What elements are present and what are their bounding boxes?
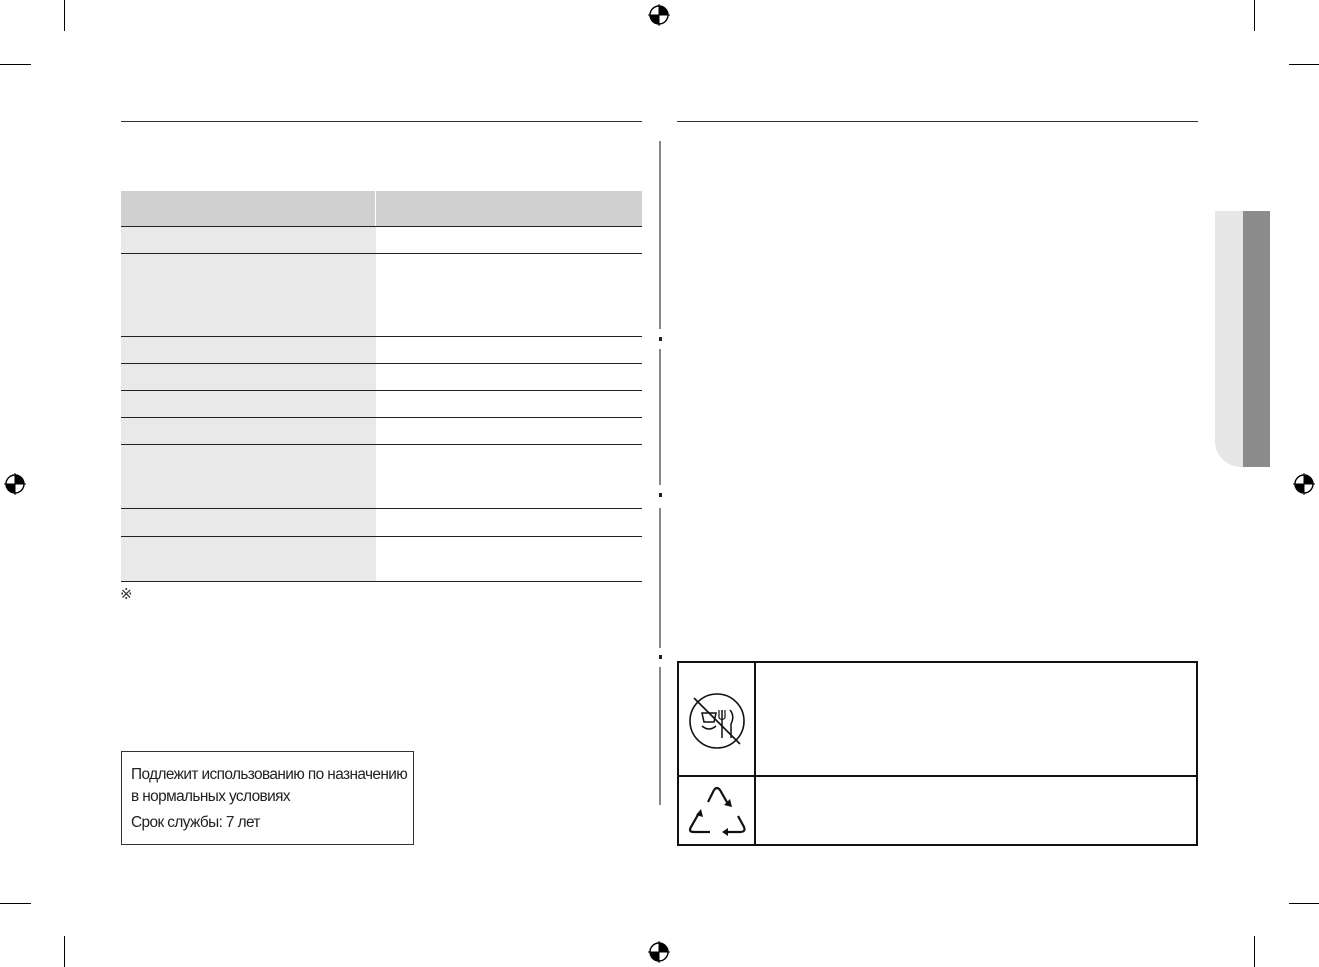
- spec-key-cell: [121, 364, 376, 390]
- symbol-cell: [679, 663, 756, 775]
- symbol-cell: [679, 777, 756, 844]
- spec-value-cell: [376, 418, 642, 444]
- divider-dot: [659, 655, 662, 659]
- table-row: [121, 445, 642, 509]
- table-row: [679, 663, 1196, 777]
- crop-mark: [1254, 0, 1255, 31]
- spec-value-cell: [376, 364, 642, 390]
- service-life-line-1: Подлежит использованию по назначению: [131, 766, 408, 783]
- recycle-icon: [684, 782, 750, 840]
- spec-value-cell: [376, 509, 642, 536]
- spec-key-cell: [121, 391, 376, 417]
- spec-value-cell: [376, 227, 642, 253]
- spec-value-cell: [376, 391, 642, 417]
- spec-key-cell: [121, 254, 376, 336]
- spec-table: [121, 191, 642, 582]
- registration-mark-icon: [4, 473, 26, 495]
- symbol-description-cell: [756, 777, 1196, 844]
- spec-value-cell: [376, 537, 642, 581]
- center-divider: [659, 141, 661, 329]
- crop-mark: [0, 903, 31, 904]
- spec-header-value-cell: [376, 191, 642, 226]
- center-divider: [659, 508, 661, 648]
- spec-key-cell: [121, 337, 376, 363]
- crop-mark: [64, 0, 65, 31]
- table-row: [121, 227, 642, 254]
- spec-value-cell: [376, 337, 642, 363]
- crop-mark: [0, 64, 31, 65]
- spec-key-cell: [121, 227, 376, 253]
- spec-table-header: [121, 191, 642, 227]
- registration-mark-icon: [648, 4, 670, 26]
- crop-mark: [1289, 64, 1319, 65]
- center-divider: [659, 349, 661, 485]
- table-row: [121, 364, 642, 391]
- service-life-line-3: Срок службы: 7 лет: [131, 814, 260, 831]
- header-rule-right: [677, 121, 1198, 122]
- divider-dot: [659, 337, 662, 341]
- spec-key-cell: [121, 418, 376, 444]
- header-rule-left: [121, 121, 642, 122]
- crop-mark: [1289, 903, 1319, 904]
- center-divider: [659, 667, 661, 805]
- table-row: [121, 418, 642, 445]
- side-tab-light: [1215, 211, 1243, 467]
- registration-mark-icon: [1293, 473, 1315, 495]
- spec-value-cell: [376, 254, 642, 336]
- divider-dot: [659, 493, 662, 497]
- table-row: [121, 337, 642, 364]
- spec-key-cell: [121, 445, 376, 508]
- service-life-line-2: в нормальных условиях: [131, 788, 290, 805]
- side-tab-dark: [1243, 211, 1270, 467]
- symbols-table: [677, 661, 1198, 846]
- no-food-contact-icon: [684, 686, 750, 752]
- note-mark: ※: [120, 586, 133, 603]
- table-row: [121, 537, 642, 582]
- symbol-description-cell: [756, 663, 1196, 775]
- crop-mark: [64, 936, 65, 967]
- table-row: [121, 254, 642, 337]
- service-life-box: [121, 751, 414, 845]
- spec-header-key-cell: [121, 191, 376, 226]
- crop-mark: [1254, 936, 1255, 967]
- registration-mark-icon: [648, 941, 670, 963]
- spec-key-cell: [121, 509, 376, 536]
- table-row: [121, 391, 642, 418]
- table-row: [121, 509, 642, 537]
- spec-value-cell: [376, 445, 642, 508]
- spec-key-cell: [121, 537, 376, 581]
- table-row: [679, 777, 1196, 844]
